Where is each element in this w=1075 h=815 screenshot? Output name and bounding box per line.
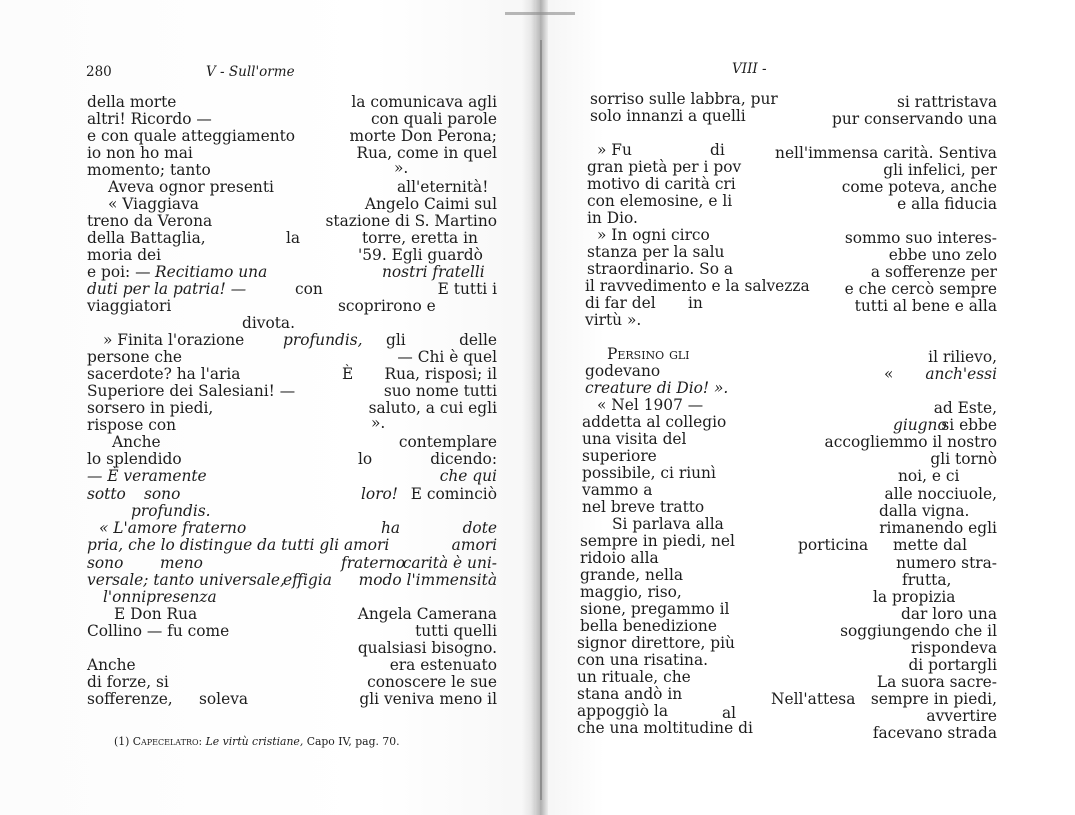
left-col-b-line: la comunicava agli [351, 93, 497, 111]
right-col-a-line: addetta al collegio [582, 413, 727, 431]
left-col-a-line: Aveva ognor presenti [108, 178, 274, 196]
right-col-b-line: si rattristava [896, 93, 997, 111]
left-col-a-line-italic: meno [160, 554, 203, 572]
left-col-b-line: — Chi è quel [397, 348, 497, 366]
right-col-a-line: di [710, 141, 725, 159]
left-col-b-line-italic: amori [451, 536, 497, 554]
left-col-a-line: lo splendido [87, 450, 182, 468]
right-col-b-line: sommo suo interes- [844, 229, 997, 247]
right-col-b-line: nell'immensa carità. Sentiva [775, 144, 997, 162]
book-gutter-shadow [522, 0, 548, 815]
left-col-b-line: Rua, risposi; il [384, 365, 497, 383]
right-col-a-line: una visita del [582, 430, 687, 448]
left-col-b-line-italic: carità è uni- [402, 554, 497, 572]
left-col-a-line: io non ho mai [87, 144, 193, 162]
left-col-b-line: torre, eretta in [362, 229, 478, 247]
left-col-b-line: E tutti i [437, 280, 497, 298]
left-col-b-line: E cominciò [410, 485, 497, 503]
left-col-a-line: e con quale atteggiamento [87, 127, 296, 145]
left-col-a-line-italic: pria, che lo distingue da tutti gli amori [87, 536, 390, 554]
right-col-b-line: e alla fiducia [897, 195, 997, 213]
left-col-b-line-italic: dote [462, 519, 497, 537]
left-col-a-line-italic: sono [144, 485, 181, 503]
gutter-fold-line [540, 40, 542, 800]
left-col-b-line: era estenuato [389, 656, 497, 674]
right-col-b-line: pur conservando una [832, 110, 997, 128]
left-col-b-line: stazione di S. Martino [325, 212, 497, 230]
left-mid-fragment: effigia [283, 571, 332, 589]
running-head-left: V - Sull'orme [206, 64, 295, 80]
right-col-a-line: Si parlava alla [612, 515, 724, 533]
left-col-b-line: Angelo Caimi sul [364, 195, 497, 213]
left-col-a-line: « Viaggiava [108, 195, 199, 213]
right-col-b-line: noi, e ci [898, 467, 960, 485]
left-col-a-line: di forze, si [87, 673, 169, 691]
left-mid-fragment: lo [358, 450, 373, 468]
left-col-a-line: sacerdote? ha l'aria [87, 365, 241, 383]
left-col-b-line: '59. Egli guardò [358, 246, 483, 264]
right-col-b-line: dar loro una [901, 605, 997, 623]
right-col-b-line: ad Este, [933, 399, 997, 417]
right-col-b-line: frutta, [902, 571, 952, 589]
left-mid-fragment: ha [381, 519, 401, 537]
right-col-a-line: straordinario. So a [587, 260, 734, 278]
footnote-reference: Capo IV, pag. 70. [306, 735, 400, 748]
left-col-a-line: momento; tanto [87, 161, 211, 179]
left-col-b-line: suo nome tutti [383, 382, 497, 400]
right-col-a-line: appoggiò la [577, 702, 669, 720]
left-col-a-line: treno da Verona [87, 212, 213, 230]
right-col-b-line: come poteva, anche [841, 178, 997, 196]
left-col-a-line: Collino — fu come [87, 622, 230, 640]
left-col-a-line-italic: — È veramente [87, 467, 207, 485]
right-col-b-line: porticina [798, 536, 869, 554]
left-col-a-line: Anche [87, 656, 136, 674]
right-col-a-line: di far del [585, 294, 656, 312]
left-col-a-line-italic: « L'amore fraterno [99, 519, 247, 537]
left-col-b-line-italic: modo l'immensità [358, 571, 497, 589]
right-col-a-line: con una risatina. [577, 651, 709, 669]
left-col-a-line: » Finita l'orazione [103, 331, 245, 349]
right-col-a-line: bella benedizione [580, 617, 717, 635]
right-col-a-line: sorriso sulle labbra, pur [590, 90, 778, 108]
left-col-b-line: saluto, a cui egli [368, 399, 497, 417]
footnote-marker: (1) [114, 735, 130, 748]
left-mid-fragment: fraterno [341, 554, 406, 572]
left-col-b-line: tutti quelli [415, 622, 497, 640]
right-col-b-line-italic: anch'essi [925, 365, 997, 383]
left-col-a-line: e poi: — [87, 263, 151, 281]
left-col-b-line: delle [459, 331, 497, 349]
left-col-b-line: qualsiasi bisogno. [357, 639, 497, 657]
right-col-a-line: maggio, riso, [580, 583, 682, 601]
left-col-a-line: della morte [87, 93, 177, 111]
left-col-b-line: contemplare [398, 433, 497, 451]
left-col-b-line-italic: che qui [439, 467, 497, 485]
right-col-b-line: rispondeva [910, 639, 997, 657]
footnote-author: Capecelatro: [132, 735, 203, 748]
right-col-a-line: gran pietà per i pov [587, 158, 742, 176]
left-col-a-line-italic: sotto [87, 485, 126, 503]
left-col-a-line: moria dei [87, 246, 162, 264]
right-col-b-line: avvertire [926, 707, 997, 725]
left-mid-fragment: profundis, [283, 331, 363, 349]
right-col-b-line: alle nocciuole, [884, 485, 997, 503]
left-col-b-line: dicendo: [430, 450, 497, 468]
right-col-a-line: un rituale, che [577, 668, 691, 686]
scan-smudge [505, 12, 575, 15]
left-col-b-line: ». [371, 414, 386, 432]
right-col-b-line: mette dal [893, 536, 968, 554]
left-col-a-line-italic: sono [87, 554, 124, 572]
right-col-b-line: e che cercò sempre [844, 280, 997, 298]
right-col-b-line-italic: giugno [893, 416, 947, 434]
right-col-a-line-smallcaps: Persino gli [607, 345, 690, 363]
left-col-a-line-italic: versale; tanto universale, [87, 571, 285, 589]
page-number: 280 [86, 64, 112, 80]
right-col-a-line: possibile, ci riunì [582, 464, 716, 482]
left-col-b-line: gli [386, 331, 406, 349]
right-col-b-line: a sofferenze per [870, 263, 997, 281]
left-col-a-line-italic: profundis. [131, 502, 211, 520]
right-col-a-line: con elemosine, e li [587, 192, 733, 210]
right-col-a-line: » In ogni circo [597, 226, 710, 244]
left-mid-fragment: loro! [361, 485, 398, 503]
right-col-a-line: al [722, 704, 737, 722]
left-col-a-line: altri! Ricordo — [87, 110, 212, 128]
left-col-a-line-italic: duti per la patria! — [87, 280, 247, 298]
right-col-b-line: La suora sacre- [876, 673, 997, 691]
right-col-b-line: numero stra- [896, 554, 997, 572]
right-col-b-line: rimanendo egli [879, 519, 997, 537]
right-col-a-line: ridoio alla [580, 549, 659, 567]
right-col-a-line: motivo di carità cri [587, 175, 736, 193]
left-col-a-line: rispose con [87, 416, 176, 434]
right-col-b-line: si ebbe [941, 416, 997, 434]
footnote-title: Le virtù cristiane, [205, 735, 304, 748]
right-col-b-line: « [884, 365, 894, 383]
right-col-a-line: solo innanzi a quelli [590, 107, 746, 125]
right-col-b-line: la propizia [873, 588, 956, 606]
right-col-a-line: in Dio. [587, 209, 638, 227]
running-head-right: VIII - [732, 61, 767, 77]
right-col-a-line: » Fu [597, 141, 632, 159]
left-col-b-line: scoprirono e [338, 297, 436, 315]
right-col-b-line: dalla vigna. [879, 502, 970, 520]
right-col-b-line: gli tornò [930, 450, 997, 468]
left-mid-fragment: la [286, 229, 301, 247]
right-col-b-line: ebbe uno zelo [888, 246, 997, 264]
right-col-a-line: in [688, 294, 703, 312]
right-col-a-line: superiore [582, 447, 657, 465]
right-col-a-line: sempre in piedi, nel [580, 532, 735, 550]
left-col-a-line: soleva [199, 690, 249, 708]
right-col-b-line: di portargli [908, 656, 997, 674]
left-col-a-line: sorsero in piedi, [87, 399, 214, 417]
right-col-a-line: sione, pregammo il [580, 600, 730, 618]
left-col-a-line: viaggiatori [87, 297, 172, 315]
right-col-a-line: godevano [585, 362, 661, 380]
right-col-a-line: stanza per la salu [587, 243, 725, 261]
left-col-b-line: gli veniva meno il [359, 690, 497, 708]
left-col-b-line: Angela Camerana [357, 605, 497, 623]
right-col-a-line: il ravvedimento e la salvezza [585, 277, 810, 295]
right-col-a-line: « Nel 1907 — [597, 396, 704, 414]
left-col-b-line: ». [394, 159, 409, 177]
left-col-a-line-italic: Recitiamo una [155, 263, 268, 281]
left-mid-fragment: divota. [242, 314, 295, 332]
right-col-a-line: che una moltitudine di [577, 719, 753, 737]
right-col-a-line: virtù ». [585, 311, 642, 329]
right-col-b-line: Nell'attesa [771, 690, 856, 708]
left-col-b-line: all'eternità! [397, 178, 489, 196]
right-col-b-line: tutti al bene e alla [854, 297, 997, 315]
left-col-b-line: morte Don Perona; [349, 127, 497, 145]
left-col-a-line: Superiore dei Salesiani! — [87, 382, 296, 400]
left-mid-fragment: È [342, 365, 354, 383]
right-col-b-line: soggiungendo che il [840, 622, 997, 640]
right-col-b-line: il rilievo, [928, 348, 997, 366]
right-col-a-line: grande, nella [580, 566, 684, 584]
footnote [114, 733, 400, 750]
left-col-b-line: con quali parole [370, 110, 497, 128]
left-col-a-line: persone che [87, 348, 183, 366]
right-col-a-line: stana andò in [577, 685, 683, 703]
left-col-b-line-italic: nostri fratelli [382, 263, 485, 281]
right-col-a-line-italic: creature di Dio! ». [585, 379, 729, 397]
left-col-a-line-italic: l'onnipresenza [103, 588, 217, 606]
left-col-a-line: sofferenze, [87, 690, 173, 708]
left-mid-fragment: con [295, 280, 323, 298]
right-col-b-line: sempre in piedi, [870, 690, 997, 708]
left-col-b-line: conoscere le sue [367, 673, 497, 691]
right-col-b-line: gli infelici, per [883, 161, 997, 179]
right-col-a-line: vammo a [582, 481, 653, 499]
left-col-b-line: Rua, come in quel [356, 144, 497, 162]
right-col-b-line: accogliemmo il nostro [824, 433, 997, 451]
left-col-a-line: della Battaglia, [87, 229, 206, 247]
left-col-a-line: E Don Rua [114, 605, 198, 623]
right-col-a-line: signor direttore, più [577, 634, 735, 652]
right-col-b-line: facevano strada [872, 724, 997, 742]
right-col-a-line: nel breve tratto [582, 498, 705, 516]
left-col-a-line: Anche [112, 433, 161, 451]
